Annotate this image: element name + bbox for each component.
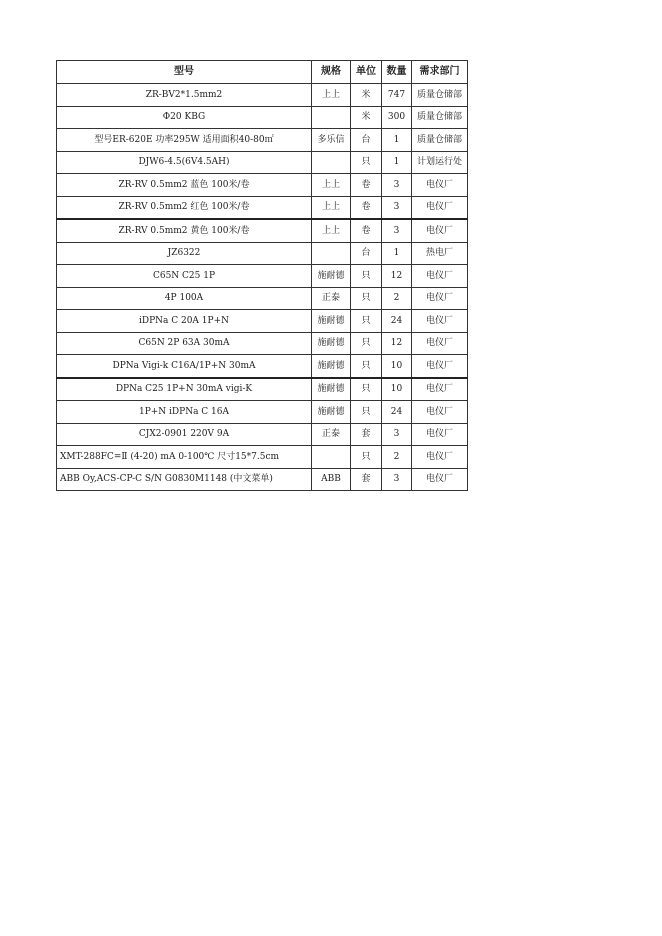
cell-unit: 只 [351,446,382,469]
table-row [57,310,468,333]
table-row [57,151,468,174]
cell-dept: 电仪厂 [412,310,468,333]
cell-dept: 电仪厂 [412,196,468,219]
table-row [57,355,468,378]
cell-model: DJW6-4.5(6V4.5AH) [57,151,312,174]
requisition-table [56,60,468,491]
cell-dept: 电仪厂 [412,378,468,401]
cell-qty: 1 [382,151,412,174]
cell-dept: 热电厂 [412,242,468,265]
cell-dept: 质量仓储部 [412,84,468,107]
cell-unit: 只 [351,151,382,174]
header-row [57,61,468,84]
cell-unit: 卷 [351,174,382,197]
cell-model: ZR-RV 0.5mm2 红色 100米/卷 [57,196,312,219]
cell-unit: 套 [351,423,382,446]
cell-dept: 电仪厂 [412,423,468,446]
cell-dept: 电仪厂 [412,446,468,469]
table-row [57,401,468,424]
cell-unit: 米 [351,106,382,129]
cell-model: 型号ER-620E 功率295W 适用面积40-80㎡ [57,129,312,152]
cell-spec [312,446,351,469]
table-row [57,84,468,107]
cell-model: ZR-RV 0.5mm2 蓝色 100米/卷 [57,174,312,197]
cell-spec: ABB [312,468,351,491]
cell-model: 1P+N iDPNa C 16A [57,401,312,424]
cell-model: C65N 2P 63A 30mA [57,332,312,355]
header-qty: 数量 [382,61,412,84]
cell-spec [312,151,351,174]
cell-dept: 电仪厂 [412,287,468,310]
cell-dept: 电仪厂 [412,332,468,355]
cell-model: DPNa C25 1P+N 30mA vigi-K [57,378,312,401]
cell-qty: 24 [382,401,412,424]
cell-unit: 只 [351,401,382,424]
cell-unit: 台 [351,242,382,265]
cell-dept: 质量仓储部 [412,106,468,129]
cell-qty: 3 [382,219,412,242]
cell-spec: 上上 [312,219,351,242]
table-row [57,196,468,219]
cell-unit: 只 [351,310,382,333]
cell-qty: 3 [382,174,412,197]
cell-qty: 2 [382,287,412,310]
table-row [57,332,468,355]
cell-qty: 12 [382,332,412,355]
cell-spec: 上上 [312,196,351,219]
cell-dept: 质量仓储部 [412,129,468,152]
table-row [57,287,468,310]
table-row [57,174,468,197]
cell-model: iDPNa C 20A 1P+N [57,310,312,333]
cell-model: ABB Oy,ACS-CP-C S/N G0830M1148 (中文菜单) [57,468,312,491]
cell-model: JZ6322 [57,242,312,265]
cell-spec: 多乐信 [312,129,351,152]
cell-spec [312,242,351,265]
cell-unit: 卷 [351,219,382,242]
table-row [57,446,468,469]
cell-model: CJX2-0901 220V 9A [57,423,312,446]
cell-unit: 只 [351,332,382,355]
cell-spec: 正泰 [312,287,351,310]
cell-spec: 施耐德 [312,355,351,378]
table-row [57,265,468,288]
cell-dept: 电仪厂 [412,468,468,491]
cell-qty: 2 [382,446,412,469]
cell-model: C65N C25 1P [57,265,312,288]
cell-dept: 电仪厂 [412,265,468,288]
table-row [57,378,468,401]
cell-qty: 3 [382,196,412,219]
cell-dept: 电仪厂 [412,401,468,424]
cell-unit: 米 [351,84,382,107]
cell-spec: 正泰 [312,423,351,446]
cell-qty: 3 [382,423,412,446]
header-unit: 单位 [351,61,382,84]
table-row [57,106,468,129]
cell-model: ZR-RV 0.5mm2 黄色 100米/卷 [57,219,312,242]
cell-qty: 1 [382,242,412,265]
cell-spec: 施耐德 [312,265,351,288]
cell-spec: 施耐德 [312,401,351,424]
cell-model: XMT-288FC=Ⅱ (4-20) mA 0-100℃ 尺寸15*7.5cm [57,446,312,469]
cell-qty: 747 [382,84,412,107]
cell-spec: 施耐德 [312,332,351,355]
table-row [57,129,468,152]
header-dept: 需求部门 [412,61,468,84]
cell-model: DPNa Vigi-k C16A/1P+N 30mA [57,355,312,378]
cell-qty: 300 [382,106,412,129]
cell-dept: 计划运行处 [412,151,468,174]
cell-qty: 1 [382,129,412,152]
cell-qty: 10 [382,378,412,401]
cell-dept: 电仪厂 [412,174,468,197]
cell-dept: 电仪厂 [412,355,468,378]
cell-spec: 施耐德 [312,378,351,401]
cell-model: ZR-BV2*1.5mm2 [57,84,312,107]
cell-model: Φ20 KBG [57,106,312,129]
cell-unit: 卷 [351,196,382,219]
cell-unit: 台 [351,129,382,152]
header-model: 型号 [57,61,312,84]
table-row [57,468,468,491]
cell-unit: 只 [351,378,382,401]
table-row [57,423,468,446]
cell-spec: 施耐德 [312,310,351,333]
cell-unit: 套 [351,468,382,491]
cell-qty: 3 [382,468,412,491]
cell-unit: 只 [351,355,382,378]
cell-spec [312,106,351,129]
table-row [57,219,468,242]
cell-spec: 上上 [312,84,351,107]
cell-model: 4P 100A [57,287,312,310]
cell-unit: 只 [351,265,382,288]
cell-qty: 12 [382,265,412,288]
header-spec: 规格 [312,61,351,84]
cell-dept: 电仪厂 [412,219,468,242]
cell-qty: 10 [382,355,412,378]
table-row [57,242,468,265]
cell-qty: 24 [382,310,412,333]
cell-unit: 只 [351,287,382,310]
cell-spec: 上上 [312,174,351,197]
